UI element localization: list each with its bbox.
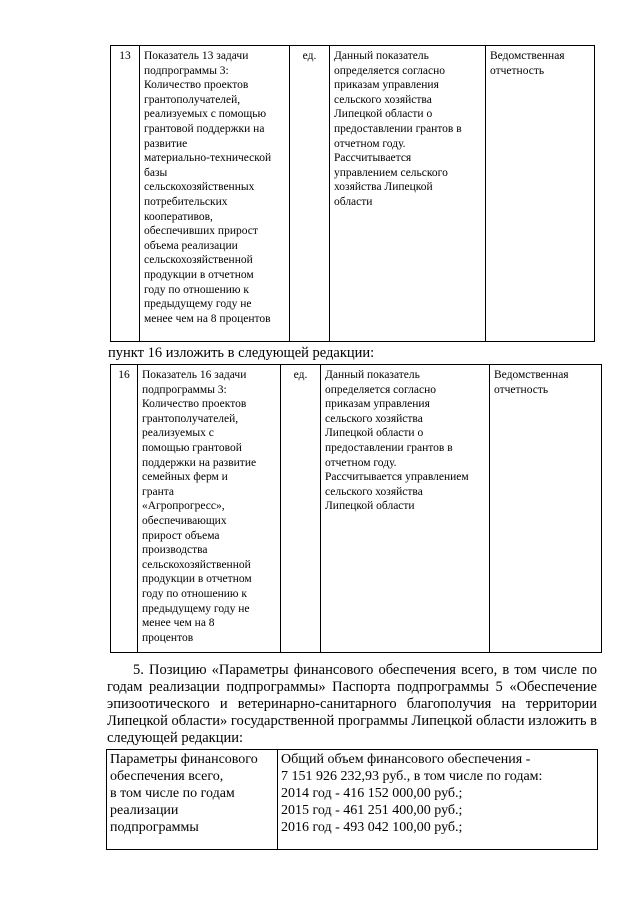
table-row [107, 750, 598, 850]
cell-line: Ведомственная [490, 50, 565, 62]
cell-line: Липецкой области [325, 500, 415, 513]
cell-line: предыдущему году не [144, 298, 252, 311]
source-cell [490, 365, 602, 653]
financing-table [106, 749, 598, 850]
cell-line: обеспечивших прирост [144, 225, 258, 238]
cell-line: отчетность [494, 383, 549, 396]
cell-line: предоставлении грантов в [325, 441, 453, 454]
cell-line: сельского хозяйства [325, 412, 423, 425]
indicator-name-cell [140, 46, 290, 342]
cell-line: реализуемых с помощью [144, 108, 267, 121]
cell-line: сельскохозяйственной [142, 558, 251, 571]
cell-line: развитие [144, 137, 188, 150]
cell-line: предыдущему году не [142, 602, 250, 615]
cell-line: Ведомственная [494, 369, 569, 381]
cell-line: материально-технической [144, 152, 272, 165]
cell-line: отчетном году. [334, 137, 406, 150]
cell-line: поддержки на развитие [142, 456, 257, 469]
cell-line: Данный показатель [325, 369, 420, 381]
source-cell [486, 46, 595, 342]
cell-line: Рассчитывается [334, 152, 412, 165]
cell-line: Количество проектов [144, 79, 249, 92]
cell-line: Общий объем финансового обеспечения - [281, 752, 531, 767]
cell-line: семейных ферм и [142, 471, 228, 484]
cell-line: реализуемых с [142, 427, 214, 440]
cell-line: Данный показатель [334, 50, 429, 62]
cell-line: Количество проектов [142, 398, 247, 411]
cell-line: Рассчитывается управлением [325, 471, 469, 484]
indicator-name-cell [138, 365, 281, 653]
indicator-13-table [110, 45, 595, 342]
cell-line: Показатель 13 задачи [144, 50, 249, 62]
cell-line: году по отношению к [144, 283, 249, 296]
row-number: 13 [111, 46, 140, 342]
row-number: 16 [111, 365, 138, 653]
paragraph-5: 5. Позицию «Параметры финансового обеспечения всего, в том числе по годам реализации подпрограммы» Паспорта подпрограммы 5 «Обеспечение эпизоотического и ветеринарно-санитарного благополучия на территории Липецкой области» государственной программы Липецкой области изложить в следующей редакции: [107, 662, 597, 746]
cell-line: сельского хозяйства [334, 93, 432, 106]
unit-cell: ед. [281, 365, 321, 653]
cell-line: определяется согласно [334, 64, 445, 77]
cell-line: Липецкой области о [334, 108, 433, 121]
cell-line: Показатель 16 задачи [142, 369, 247, 381]
cell-line: кооперативов, [144, 210, 213, 223]
cell-line: объема реализации [144, 239, 238, 252]
cell-line: 7 151 926 232,93 руб., в том числе по годам: [281, 769, 543, 784]
cell-line: отчетность [490, 64, 545, 77]
item-16-intro: пункт 16 изложить в следующей редакции: [108, 345, 375, 361]
cell-line: помощью грантовой [142, 441, 242, 454]
cell-line: менее чем на 8 [142, 617, 215, 630]
cell-line: грантополучателей, [144, 93, 241, 106]
cell-line: подпрограммы [110, 820, 199, 835]
cell-line: менее чем на 8 процентов [144, 312, 271, 325]
cell-line: управлением сельского [334, 166, 448, 179]
cell-line: году по отношению к [142, 587, 247, 600]
cell-line: прирост объема [142, 529, 220, 542]
cell-line: продукции в отчетном [142, 573, 252, 586]
cell-line: реализации [110, 803, 179, 818]
cell-line: процентов [142, 631, 194, 644]
cell-line: продукции в отчетном [144, 268, 254, 281]
cell-line: гранта [142, 485, 174, 498]
cell-line: Липецкой области о [325, 427, 424, 440]
parameter-label-cell [107, 750, 278, 850]
description-cell [330, 46, 486, 342]
cell-line: грантовой поддержки на [144, 122, 265, 135]
cell-line: сельского хозяйства [325, 485, 423, 498]
cell-line: сельскохозяйственной [144, 254, 253, 267]
cell-line: хозяйства Липецкой [334, 181, 433, 194]
unit-cell: ед. [290, 46, 330, 342]
cell-line: подпрограммы 3: [142, 383, 227, 396]
cell-line: базы [144, 166, 168, 179]
cell-line: Параметры финансового [110, 752, 258, 767]
cell-line: в том числе по годам [110, 786, 235, 801]
cell-line: потребительских [144, 195, 228, 208]
cell-line: предоставлении грантов в [334, 122, 462, 135]
indicator-16-table [110, 364, 602, 653]
cell-line: определяется согласно [325, 383, 436, 396]
cell-line: 2014 год - 416 152 000,00 руб.; [281, 786, 463, 801]
description-cell [321, 365, 490, 653]
cell-line: приказам управления [334, 79, 439, 92]
cell-line: приказам управления [325, 398, 430, 411]
cell-line: производства [142, 544, 208, 557]
table-row [111, 365, 602, 653]
cell-line: отчетном году. [325, 456, 397, 469]
cell-line: сельскохозяйственных [144, 181, 255, 194]
cell-line: обеспечения всего, [110, 769, 224, 784]
cell-line: «Агропрогресс», [142, 500, 225, 513]
table-row [111, 46, 595, 342]
cell-line: 2016 год - 493 042 100,00 руб.; [281, 820, 463, 835]
cell-line: грантополучателей, [142, 412, 239, 425]
cell-line: области [334, 195, 373, 208]
parameter-value-cell [278, 750, 598, 850]
cell-line: 2015 год - 461 251 400,00 руб.; [281, 803, 463, 818]
cell-line: обеспечивающих [142, 514, 227, 527]
cell-line: подпрограммы 3: [144, 64, 229, 77]
